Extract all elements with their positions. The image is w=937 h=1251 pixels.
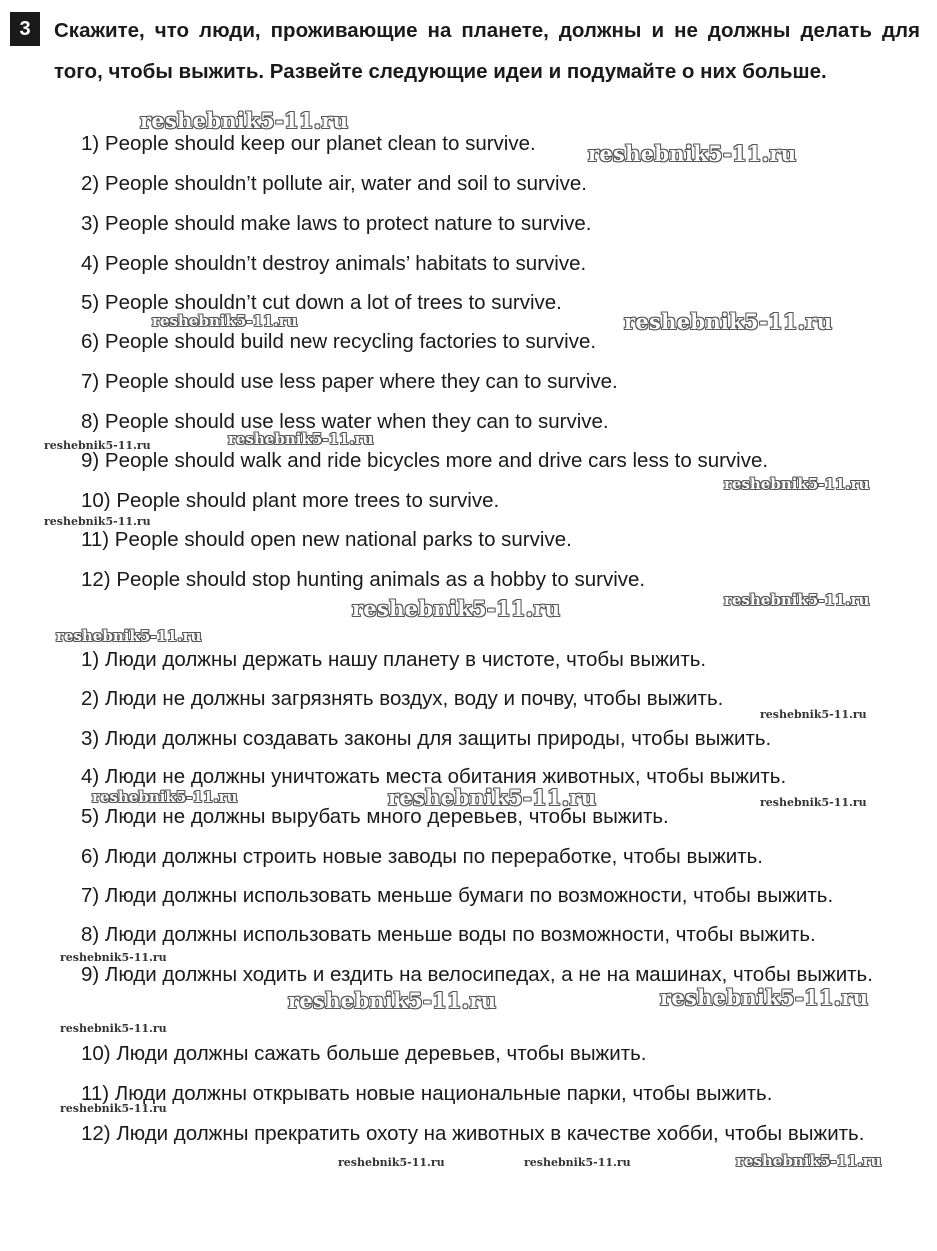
watermark: reshebnik5-11.ru	[152, 312, 298, 330]
russian-sentence-5: 5) Люди не должны вырубать много деревьев, чтобы выжить.	[81, 805, 669, 828]
watermark: reshebnik5-11.ru	[524, 1156, 631, 1169]
watermark: reshebnik5-11.ru	[60, 951, 167, 964]
english-sentence-6: 6) People should build new recycling factories to survive.	[81, 330, 597, 353]
english-sentence-12: 12) People should stop hunting animals as a hobby to survive.	[81, 568, 646, 591]
english-sentence-8: 8) People should use less water when they can to survive.	[81, 410, 609, 433]
russian-sentence-9: 9) Люди должны ходить и ездить на велосипедах, а не на машинах, чтобы выжить.	[81, 963, 873, 986]
watermark: reshebnik5-11.ru	[724, 591, 870, 609]
russian-sentence-10: 10) Люди должны сажать больше деревьев, чтобы выжить.	[81, 1042, 647, 1065]
watermark: reshebnik5-11.ru	[736, 1152, 882, 1170]
russian-sentence-6: 6) Люди должны строить новые заводы по переработке, чтобы выжить.	[81, 845, 763, 868]
english-sentence-1: 1) People should keep our planet clean to survive.	[81, 132, 536, 155]
russian-sentence-2: 2) Люди не должны загрязнять воздух, воду и почву, чтобы выжить.	[81, 687, 724, 710]
watermark: reshebnik5-11.ru	[44, 439, 151, 452]
task-instruction: Скажите, что люди, проживающие на планете, должны и не должны делать для того, чтобы выжить. Развейте следующие идеи и подумайте о них больше.	[54, 19, 920, 83]
english-sentence-11: 11) People should open new national parks to survive.	[81, 528, 572, 551]
watermark: reshebnik5-11.ru	[44, 515, 151, 528]
russian-sentence-11: 11) Люди должны открывать новые национальные парки, чтобы выжить.	[81, 1082, 773, 1105]
russian-sentence-8: 8) Люди должны использовать меньше воды по возможности, чтобы выжить.	[81, 923, 816, 946]
english-sentence-10: 10) People should plant more trees to survive.	[81, 489, 500, 512]
english-sentence-4: 4) People shouldn’t destroy animals’ habitats to survive.	[81, 252, 587, 275]
english-sentence-2: 2) People shouldn’t pollute air, water and soil to survive.	[81, 172, 587, 195]
task-number-badge	[10, 12, 40, 46]
watermark: reshebnik5-11.ru	[760, 796, 867, 809]
russian-sentence-1: 1) Люди должны держать нашу планету в чистоте, чтобы выжить.	[81, 648, 707, 671]
russian-sentence-4: 4) Люди не должны уничтожать места обитания животных, чтобы выжить.	[81, 765, 787, 788]
watermark: reshebnik5-11.ru	[92, 788, 238, 806]
watermark: reshebnik5-11.ru	[624, 309, 833, 334]
watermark: reshebnik5-11.ru	[288, 988, 497, 1013]
english-sentence-9: 9) People should walk and ride bicycles more and drive cars less to survive.	[81, 449, 769, 472]
russian-sentence-7: 7) Люди должны использовать меньше бумаги по возможности, чтобы выжить.	[81, 884, 834, 907]
watermark: reshebnik5-11.ru	[724, 475, 870, 493]
watermark: reshebnik5-11.ru	[760, 708, 867, 721]
watermark: reshebnik5-11.ru	[56, 627, 202, 645]
watermark: reshebnik5-11.ru	[140, 108, 349, 133]
watermark: reshebnik5-11.ru	[660, 985, 869, 1010]
russian-sentence-12: 12) Люди должны прекратить охоту на животных в качестве хобби, чтобы выжить.	[81, 1122, 865, 1145]
watermark: reshebnik5-11.ru	[60, 1102, 167, 1115]
watermark: reshebnik5-11.ru	[60, 1022, 167, 1035]
english-sentence-5: 5) People shouldn’t cut down a lot of trees to survive.	[81, 291, 562, 314]
russian-sentence-3: 3) Люди должны создавать законы для защиты природы, чтобы выжить.	[81, 727, 772, 750]
watermark: reshebnik5-11.ru	[338, 1156, 445, 1169]
watermark: reshebnik5-11.ru	[228, 430, 374, 448]
task-number: 3	[19, 17, 31, 40]
watermark: reshebnik5-11.ru	[388, 785, 597, 810]
watermark: reshebnik5-11.ru	[588, 141, 797, 166]
english-sentence-3: 3) People should make laws to protect nature to survive.	[81, 212, 592, 235]
watermark: reshebnik5-11.ru	[352, 596, 561, 621]
english-sentence-7: 7) People should use less paper where they can to survive.	[81, 370, 618, 393]
